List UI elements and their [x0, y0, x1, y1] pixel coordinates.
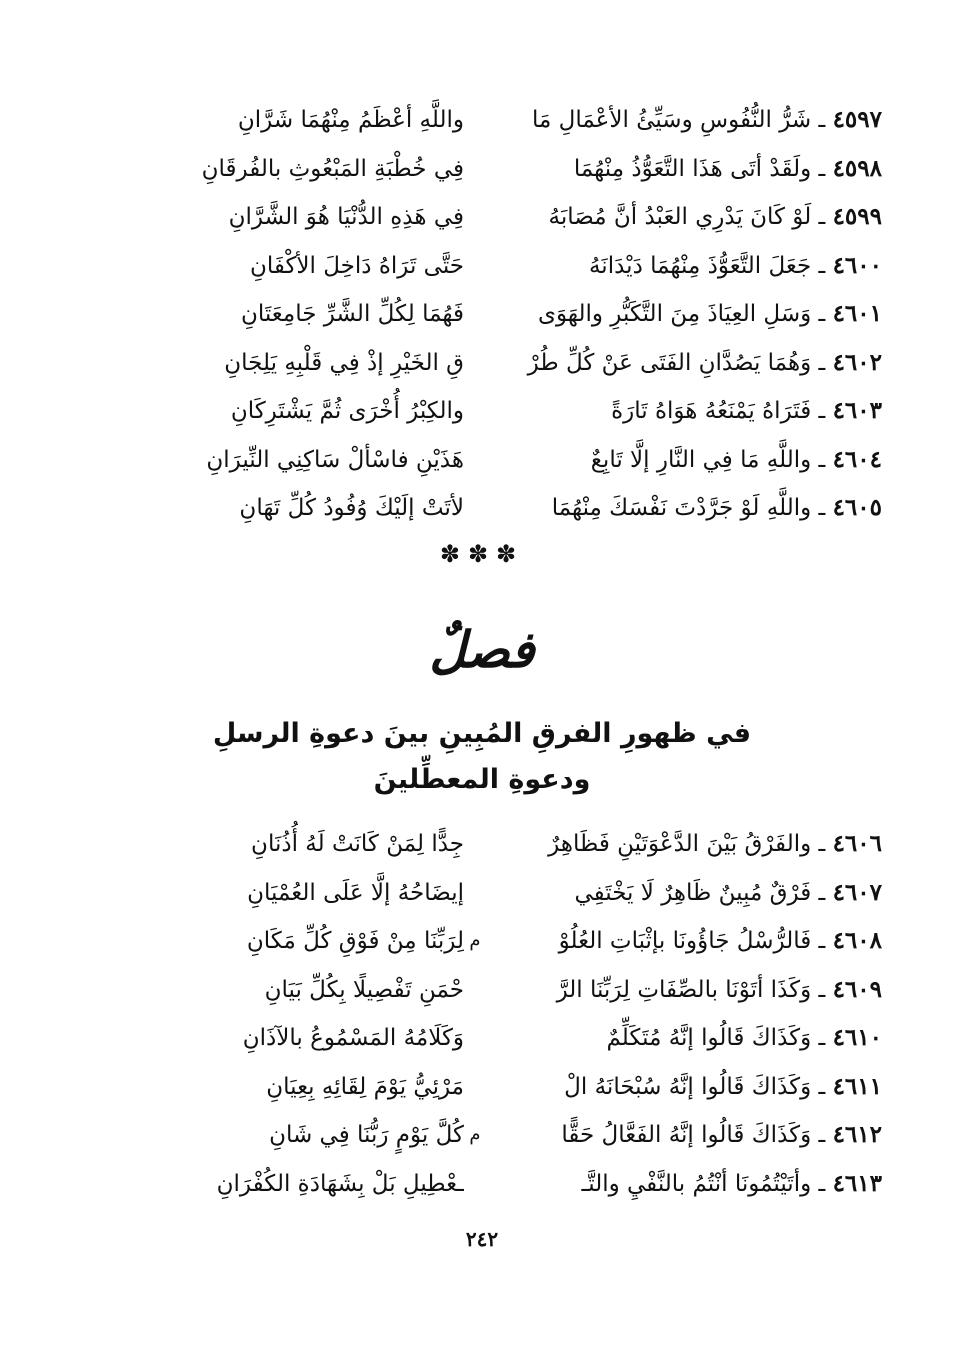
- verse-second-hemistich: قِ الخَيْرِ إذْ فِي قَلْبِهِ يَلِجَانِ: [224, 349, 464, 376]
- verse-join-mark: [466, 1160, 484, 1208]
- verse-first-hemistich: [490, 966, 882, 1014]
- verse-dash: ـ: [811, 1170, 833, 1197]
- verse-dash: ـ: [811, 398, 833, 424]
- verse-first-hemistich: [490, 145, 882, 193]
- verse-dash: ـ: [811, 107, 833, 133]
- verse-join-mark: [466, 869, 484, 917]
- verse-join-mark: [466, 1014, 484, 1062]
- verse-first-hemistich: [490, 869, 882, 917]
- verse-line: [70, 820, 882, 869]
- verse-dash: ـ: [811, 831, 833, 857]
- verse-line: [70, 1063, 882, 1112]
- page-number: ٢٤٢: [465, 1227, 499, 1251]
- verse-number: ٤٦١١: [832, 1072, 882, 1100]
- verse-line: [70, 193, 882, 242]
- verse-dash: ـ: [811, 495, 833, 521]
- verse-line: [70, 1014, 882, 1063]
- verse-number: ٤٦١٢: [832, 1121, 882, 1148]
- verse-line: [70, 96, 882, 145]
- verse-line: [70, 436, 882, 485]
- verse-line: [70, 339, 882, 388]
- verse-number: ٤٦٠٤: [832, 445, 882, 473]
- verse-first-text: والفَرْقُ بَيْنَ الدَّعْوَتَيْنِ فَظَاهِرٌ: [548, 831, 812, 857]
- verse-first-hemistich: [490, 1160, 882, 1208]
- verse-line: [70, 1160, 882, 1209]
- verse-number: ٤٦٠١: [832, 300, 882, 327]
- verse-number: ٤٦٠٥: [832, 494, 882, 521]
- verse-line: [70, 917, 882, 966]
- verse-dash: ـ: [811, 879, 833, 906]
- verse-second-hemistich: فِي هَذِهِ الدُّنْيَا هُوَ الشَّرَّانِ: [228, 204, 464, 230]
- verse-number: ٤٦٠٧: [832, 878, 882, 906]
- verse-second-hemistich: فَهُمَا لِكُلِّ الشَّرِّ جَامِعَتَانِ: [240, 301, 464, 327]
- verse-join-mark: [466, 145, 484, 193]
- verse-dash: ـ: [811, 1025, 833, 1051]
- verse-join-mark: [466, 820, 484, 868]
- verse-first-hemistich: [490, 193, 882, 241]
- verse-number: ٤٦٠٣: [832, 397, 882, 424]
- verse-first-text: وَسَلِ العِيَاذَ مِنَ التَّكَبُّرِ والهَوَى: [537, 301, 812, 327]
- verse-dash: ـ: [811, 252, 833, 279]
- verse-first-hemistich: [490, 1063, 882, 1111]
- verse-first-text: وَهُمَا يَصُدَّانِ الفَتَى عَنْ كُلِّ طُرْ: [527, 349, 812, 376]
- verse-number: ٤٥٩٧: [832, 106, 882, 133]
- verse-line: [70, 484, 882, 533]
- verse-number: ٤٥٩٩: [832, 203, 882, 230]
- verse-number: ٤٦٠٨: [832, 927, 882, 954]
- verse-second-hemistich: مَرْئِيُّ يَوْمَ لِقَائِهِ بِعِيَانِ: [266, 1073, 464, 1100]
- verse-dash: ـ: [811, 349, 833, 376]
- verse-line: [70, 242, 882, 291]
- verse-second-hemistich: ـعْطِيلِ بَلْ بِشَهَادَةِ الكُفْرَانِ: [216, 1170, 464, 1197]
- verse-number: ٤٥٩٨: [832, 154, 882, 182]
- verse-second-hemistich: هَذَيْنِ فاسْألْ سَاكِنِي النِّيرَانِ: [206, 446, 464, 473]
- verse-line: [70, 145, 882, 194]
- verse-second-hemistich: فِي خُطْبَةِ المَبْعُوثِ بالفُرقَانِ: [201, 155, 464, 182]
- verse-number: ٤٦١٠: [832, 1024, 882, 1051]
- verse-join-mark: [466, 290, 484, 338]
- verse-first-text: لَوْ كَانَ يَدْرِي العَبْدُ أنَّ مُصَابَهُ: [548, 204, 812, 230]
- verse-second-hemistich: لِرَبِّنَا مِنْ فَوْقِ كُلِّ مَكَانِ: [246, 928, 464, 954]
- verse-first-text: فَالرُّسْلُ جَاؤُونَا بإثْبَاتِ العُلُوْ: [558, 928, 812, 954]
- verse-line: [70, 1111, 882, 1160]
- verse-first-text: وأتَيْتُمُونَا أنْتُمُ بالنَّفْيِ والتَّـ: [581, 1170, 812, 1197]
- section-separator: ✽✽✽: [439, 540, 525, 568]
- verse-first-hemistich: [490, 1111, 882, 1159]
- verse-second-hemistich: لأتَتْ إلَيْكَ وُفُودُ كُلِّ تَهَانِ: [239, 495, 464, 521]
- verse-first-text: فَتَرَاهُ يَمْنَعُهُ هَوَاهُ تَارَةً: [611, 398, 812, 424]
- verse-second-hemistich: حْمَنِ تَفْصِيلًا بِكُلِّ بَيَانِ: [264, 976, 464, 1003]
- verse-line: [70, 387, 882, 436]
- verse-join-mark: [466, 436, 484, 484]
- verse-line: [70, 869, 882, 918]
- verse-first-text: وَكَذَاكَ قَالُوا إنَّهُ سُبْحَانَهُ الْ: [564, 1073, 812, 1100]
- verse-first-hemistich: [490, 1014, 882, 1062]
- verse-first-text: فَرْقٌ مُبِينٌ ظَاهِرٌ لَا يَخْتَفِي: [574, 879, 812, 906]
- verse-dash: ـ: [811, 301, 833, 327]
- verse-second-hemistich: إيضَاحُهُ إلَّا عَلَى العُمْيَانِ: [247, 879, 464, 906]
- verse-dash: ـ: [811, 155, 833, 182]
- verse-join-mark: م: [469, 1124, 481, 1145]
- verse-first-hemistich: [490, 917, 882, 965]
- verse-number: ٤٦٠٠: [832, 251, 882, 279]
- verse-dash: ـ: [811, 928, 833, 954]
- verse-second-hemistich: كُلَّ يَوْمٍ رَبُّنَا فِي شَانِ: [269, 1122, 464, 1148]
- verse-first-hemistich: [490, 242, 882, 290]
- verse-first-text: واللَّهِ لَوْ جَرَّدْتَ نَفْسَكَ مِنْهُمَا: [551, 495, 812, 521]
- poem-section-bottom: [70, 820, 882, 1208]
- verse-second-hemistich: جِدًّا لِمَنْ كَانَتْ لَهُ أُذُنَانِ: [251, 831, 464, 857]
- verse-join-mark: [466, 96, 484, 144]
- verse-first-hemistich: [490, 436, 882, 484]
- verse-dash: ـ: [811, 204, 833, 230]
- verse-join-mark: [466, 193, 484, 241]
- verse-first-text: جَعَلَ التَّعَوُّذَ مِنْهُمَا دَيْدَانَهُ: [588, 252, 812, 279]
- verse-join-mark: [466, 966, 484, 1014]
- poem-section-top: [70, 96, 882, 533]
- verse-line: [70, 966, 882, 1015]
- verse-first-text: واللَّهِ مَا فِي النَّارِ إلَّا تَابِعٌ: [590, 446, 812, 473]
- verse-first-hemistich: [490, 387, 882, 435]
- verse-first-hemistich: [490, 290, 882, 338]
- verse-number: ٤٦٠٩: [832, 975, 882, 1003]
- verse-number: ٤٦١٣: [832, 1169, 882, 1197]
- verse-first-text: شَرُّ النُّفُوسِ وسَيِّئُ الأعْمَالِ مَا: [532, 107, 812, 133]
- verse-dash: ـ: [811, 976, 833, 1003]
- verse-first-text: وَكَذَا أتَوْنَا بالصِّفَاتِ لِرَبِّنَا الرَّ: [556, 976, 812, 1003]
- verse-number: ٤٦٠٢: [832, 348, 882, 376]
- verse-join-mark: م: [469, 930, 481, 951]
- verse-first-text: وَكَذَاكَ قَالُوا إنَّهُ الفَعَّالُ حَقًّا: [561, 1122, 812, 1148]
- chapter-heading-line-1: في ظهورِ الفرقِ المُبِينِ بينَ دعوةِ الرسلِ: [212, 718, 752, 749]
- verse-join-mark: [466, 339, 484, 387]
- verse-join-mark: [466, 242, 484, 290]
- verse-second-hemistich: حَتَّى تَرَاهُ دَاخِلَ الأكْفَانِ: [249, 252, 464, 279]
- verse-join-mark: [466, 1063, 484, 1111]
- verse-second-hemistich: والكِبْرُ أُخْرَى ثُمَّ يَشْتَرِكَانِ: [230, 398, 464, 424]
- verse-dash: ـ: [811, 1073, 833, 1100]
- verse-join-mark: [466, 387, 484, 435]
- verse-first-hemistich: [490, 484, 882, 532]
- verse-dash: ـ: [811, 1122, 833, 1148]
- verse-second-hemistich: واللَّهِ أعْظَمُ مِنْهُمَا شَرَّانِ: [237, 107, 464, 133]
- verse-first-hemistich: [490, 820, 882, 868]
- verse-first-text: ولَقَدْ أتَى هَذَا التَّعَوُّذُ مِنْهُمَا: [573, 155, 812, 182]
- verse-first-hemistich: [490, 96, 882, 144]
- verse-first-hemistich: [490, 339, 882, 387]
- verse-join-mark: [466, 484, 484, 532]
- chapter-title: فصلٌ: [429, 620, 535, 679]
- chapter-heading-line-2: ودعوةِ المعطِّلينَ: [373, 764, 591, 795]
- verse-line: [70, 290, 882, 339]
- verse-second-hemistich: وَكَلَامُهُ المَسْمُوعُ بالآذَانِ: [242, 1025, 464, 1051]
- verse-first-text: وَكَذَاكَ قَالُوا إنَّهُ مُتَكَلِّمٌ: [606, 1025, 812, 1051]
- verse-number: ٤٦٠٦: [832, 830, 882, 857]
- verse-dash: ـ: [811, 446, 833, 473]
